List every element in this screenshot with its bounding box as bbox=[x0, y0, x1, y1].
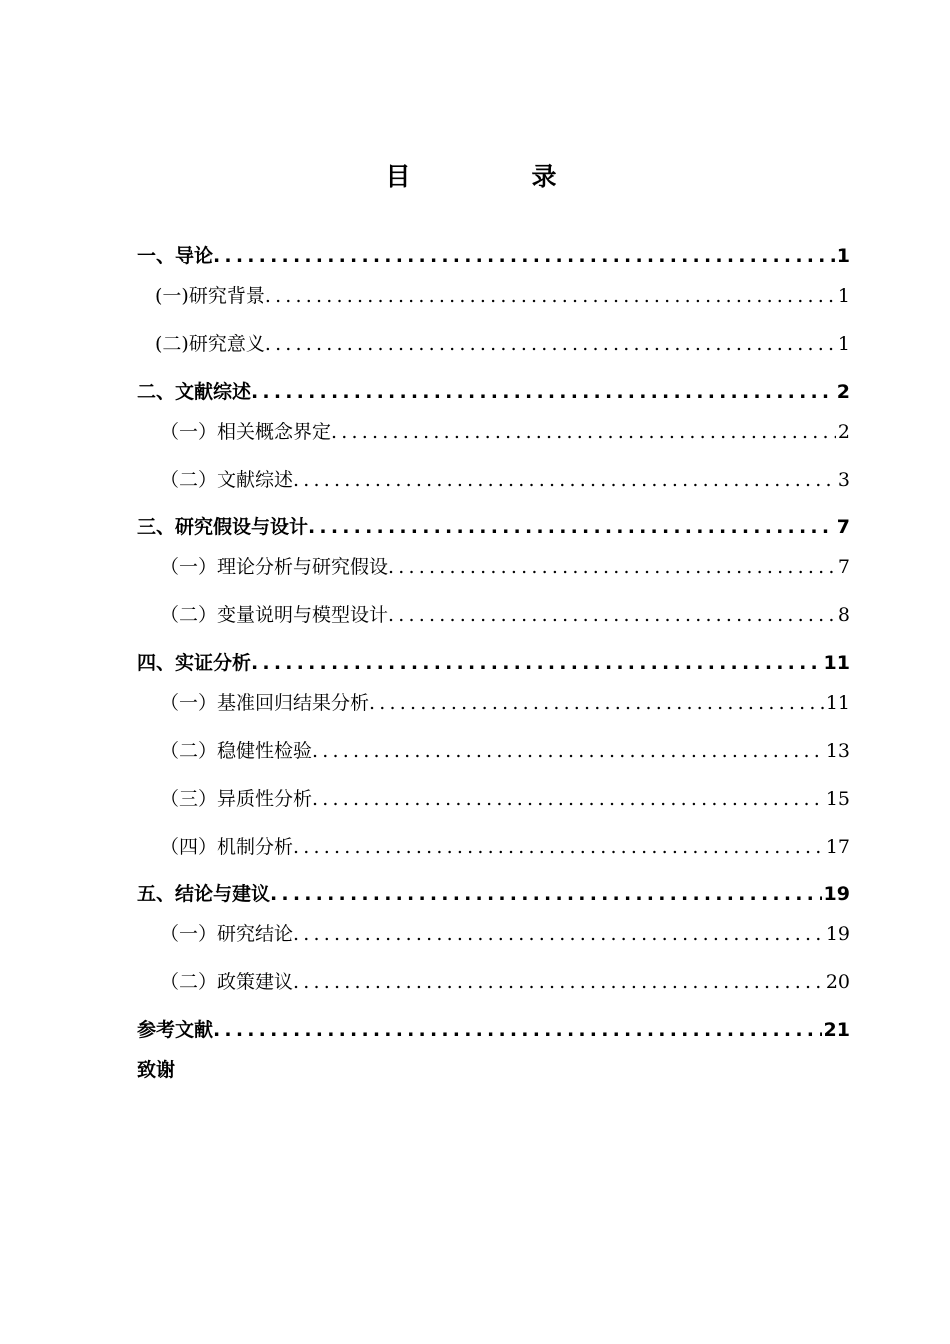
dot-leader bbox=[293, 834, 824, 860]
toc-entry-section-3-2[interactable] bbox=[160, 602, 850, 628]
toc-entry-label: (二)研究意义 bbox=[155, 333, 265, 355]
toc-entry-section-1-1[interactable] bbox=[155, 283, 850, 309]
toc-entry-section-1-2[interactable] bbox=[155, 331, 850, 357]
toc-page-number: 11 bbox=[825, 692, 850, 714]
toc-page-number: 19 bbox=[825, 923, 850, 945]
dot-leader bbox=[331, 419, 836, 445]
dot-leader bbox=[388, 602, 836, 628]
dot-leader bbox=[312, 786, 824, 812]
dot-leader bbox=[265, 283, 836, 309]
toc-entry-label: 四、实证分析 bbox=[137, 652, 252, 674]
toc-entry-label: 一、导论 bbox=[137, 245, 214, 267]
dot-leader bbox=[369, 690, 824, 716]
dot-leader bbox=[293, 467, 836, 493]
toc-entry-label: 三、研究假设与设计 bbox=[137, 516, 309, 538]
toc-entry-section-4-1[interactable] bbox=[160, 690, 850, 716]
toc-page-number: 7 bbox=[836, 516, 850, 538]
toc-page-number: 8 bbox=[837, 604, 850, 626]
toc-entry-section-5-2[interactable] bbox=[160, 969, 850, 995]
toc-entry-label: （一）基准回归结果分析 bbox=[160, 692, 370, 714]
toc-page-number: 11 bbox=[823, 652, 850, 674]
toc-page-number: 19 bbox=[823, 883, 850, 905]
dot-leader bbox=[213, 243, 835, 269]
dot-leader bbox=[213, 1017, 822, 1043]
toc-entry-chapter-5[interactable] bbox=[137, 881, 850, 907]
toc-page-number: 1 bbox=[836, 245, 850, 267]
toc-page-number: 13 bbox=[825, 740, 850, 762]
dot-leader bbox=[265, 331, 836, 357]
toc-entry-references[interactable] bbox=[137, 1017, 850, 1043]
toc-entry-label: （一）研究结论 bbox=[160, 923, 294, 945]
toc-page-number: 21 bbox=[823, 1019, 850, 1041]
toc-page-number: 2 bbox=[837, 421, 850, 443]
toc-entry-label: 五、结论与建议 bbox=[137, 883, 271, 905]
toc-entry-label: （二）政策建议 bbox=[160, 971, 294, 993]
toc-entry-label: （四）机制分析 bbox=[160, 836, 294, 858]
toc-entry-label: 参考文献 bbox=[137, 1019, 214, 1041]
dot-leader bbox=[293, 969, 824, 995]
toc-entry-chapter-3[interactable] bbox=[137, 514, 850, 540]
toc-entry-label: （三）异质性分析 bbox=[160, 788, 313, 810]
toc-entry-acknowledgement[interactable]: 致谢 bbox=[137, 1059, 176, 1081]
toc-entry-label: 二、文献综述 bbox=[137, 381, 252, 403]
toc-entry-chapter-2[interactable] bbox=[137, 379, 850, 405]
dot-leader bbox=[293, 921, 824, 947]
toc-entry-label: （二）稳健性检验 bbox=[160, 740, 313, 762]
toc-entry-section-4-4[interactable] bbox=[160, 834, 850, 860]
dot-leader bbox=[308, 514, 835, 540]
toc-entry-section-4-2[interactable] bbox=[160, 738, 850, 764]
toc-entry-section-2-2[interactable] bbox=[160, 467, 850, 493]
toc-page-number: 7 bbox=[837, 556, 850, 578]
dot-leader bbox=[312, 738, 824, 764]
toc-entry-section-3-1[interactable] bbox=[160, 554, 850, 580]
toc-entry-label: （一）理论分析与研究假设 bbox=[160, 556, 389, 578]
toc-page-number: 20 bbox=[825, 971, 850, 993]
toc-entry-label: （一）相关概念界定 bbox=[160, 421, 332, 443]
toc-page-number: 15 bbox=[825, 788, 850, 810]
toc-title: 目 录 bbox=[385, 162, 605, 191]
dot-leader bbox=[388, 554, 836, 580]
toc-entry-label: (一)研究背景 bbox=[155, 285, 265, 307]
toc-entry-section-5-1[interactable] bbox=[160, 921, 850, 947]
toc-page-number: 17 bbox=[825, 836, 850, 858]
dot-leader bbox=[251, 379, 835, 405]
toc-entry-label: （二）变量说明与模型设计 bbox=[160, 604, 389, 626]
toc-page-number: 3 bbox=[837, 469, 850, 491]
dot-leader bbox=[270, 881, 822, 907]
toc-page-number: 1 bbox=[837, 285, 850, 307]
toc-entry-section-4-3[interactable] bbox=[160, 786, 850, 812]
toc-entry-section-2-1[interactable] bbox=[160, 419, 850, 445]
toc-entry-chapter-1[interactable] bbox=[137, 243, 850, 269]
dot-leader bbox=[251, 650, 822, 676]
toc-page-number: 2 bbox=[836, 381, 850, 403]
toc-entry-chapter-4[interactable] bbox=[137, 650, 850, 676]
toc-entry-label: （二）文献综述 bbox=[160, 469, 294, 491]
toc-page-number: 1 bbox=[837, 333, 850, 355]
